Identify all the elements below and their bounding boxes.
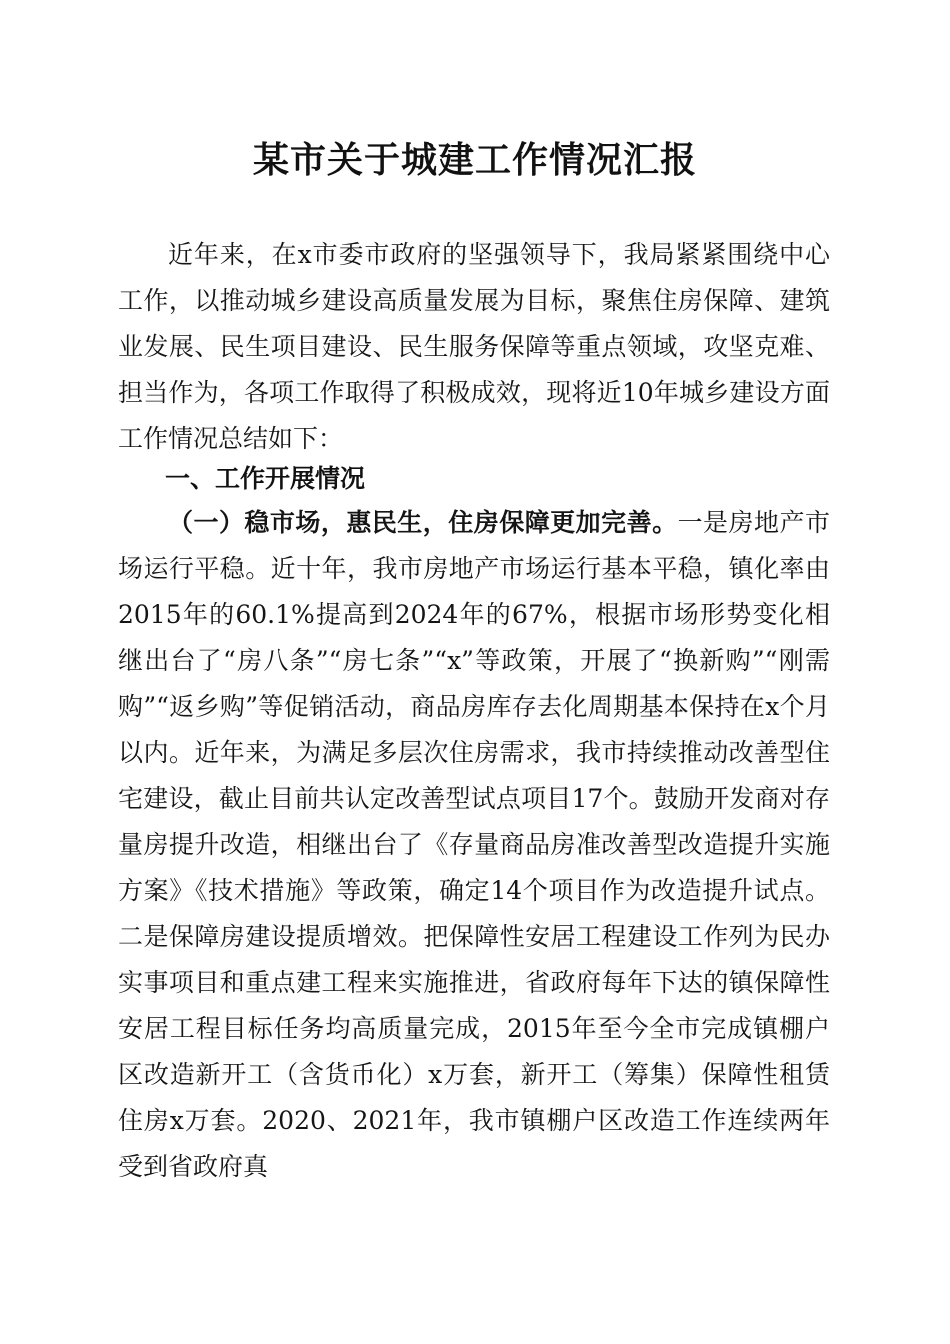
subsection-1-block (118, 500, 830, 1190)
section-heading-1: 一、工作开展情况 (165, 464, 366, 493)
subsection-1-heading: （一）稳市场，惠民生，住房保障更加完善。 (168, 508, 678, 537)
subsection-1-body: 一是房地产市场运行平稳。近十年，我市房地产市场运行基本平稳，镇化率由2015年的60.1%提高到2024年的67%，根据市场形势变化相继出台了“房八条”“房七条”“x”等政策，开展了“换新购”“刚需购”“返乡购”等促销活动，商品房库存去化周期基本保持在x个月以内。近年来，为满足多层次住房需求，我市持续推动改善型住宅建设，截止目前共认定改善型试点项目17个。鼓励开发商对存量房提升改造，相继出台了《存量商品房准改善型改造提升实施方案》《技术措施》等政策，确定14个项目作为改造提升试点。二是保障房建设提质增效。把保障性安居工程建设工作列为民办实事项目和重点建工程来实施推进，省政府每年下达的镇保障性安居工程目标任务均高质量完成，2015年至今全市完成镇棚户区改造新开工（含货币化）x万套，新开工（筹集）保障性租赁住房x万套。2020、2021年，我市镇棚户区改造工作连续两年受到省政府真 (118, 508, 830, 1181)
intro-paragraph: 近年来，在x市委市政府的坚强领导下，我局紧紧围绕中心工作，以推动城乡建设高质量发展为目标，聚焦住房保障、建筑业发展、民生项目建设、民生服务保障等重点领域，攻坚克难、担当作为，各项工作取得了积极成效，现将近10年城乡建设方面工作情况总结如下： (118, 240, 830, 453)
intro-paragraph-block (118, 232, 830, 462)
subsection-1-paragraph (118, 500, 830, 1190)
document-title: 某市关于城建工作情况汇报 (252, 139, 697, 181)
